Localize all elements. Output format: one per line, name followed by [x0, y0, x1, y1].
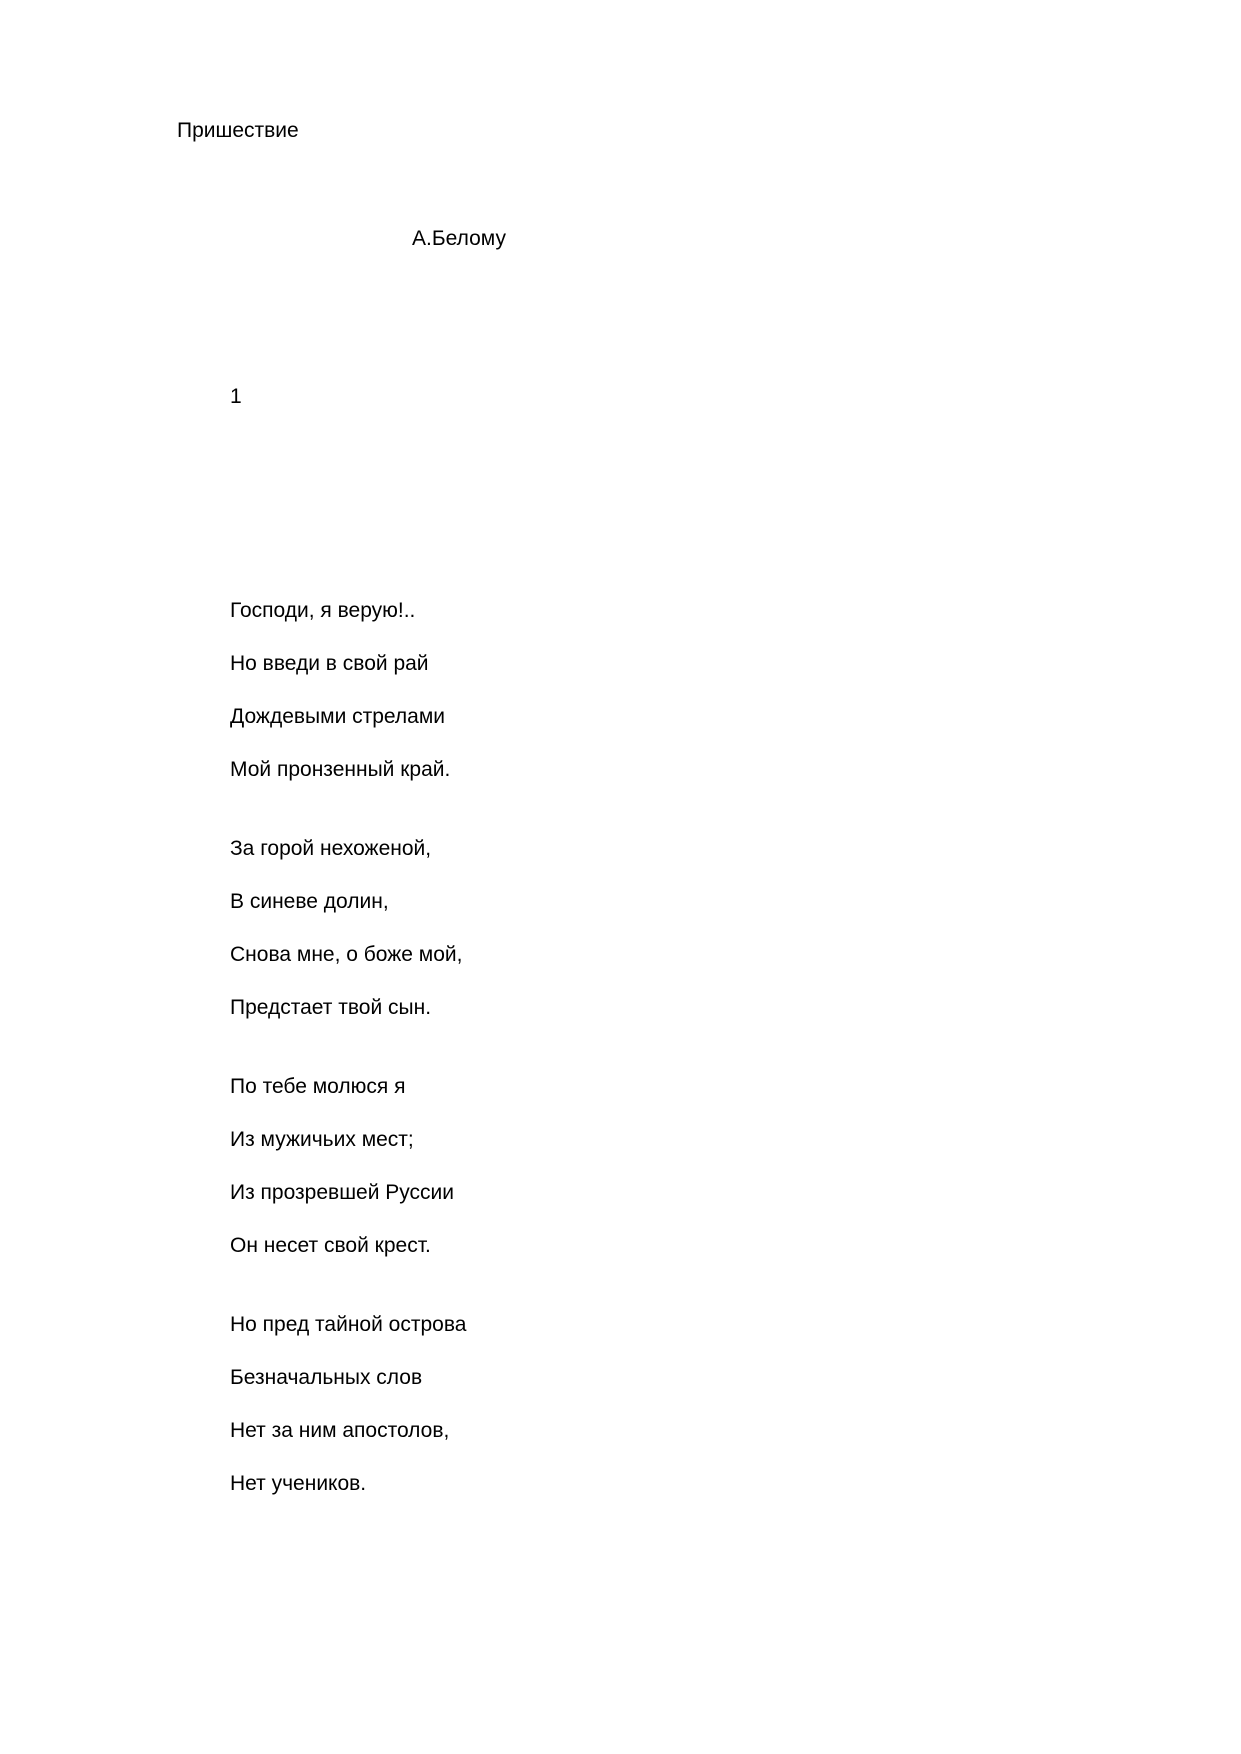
verse-line: Господи, я верую!.. [230, 599, 416, 622]
verse-line: Снова мне, о боже мой, [230, 943, 463, 966]
verse-line: Из прозревшей Руссии [230, 1181, 455, 1204]
verse-line: Нет учеников. [230, 1472, 367, 1495]
verse-line: Но пред тайной острова [230, 1313, 467, 1336]
poem-body [230, 598, 1030, 1550]
verse-line: Но введи в свой рай [230, 652, 429, 675]
verse-line: За горой нехоженой, [230, 837, 432, 860]
verse-line: По тебе молюся я [230, 1075, 406, 1098]
stanza-1 [230, 598, 1030, 783]
stanza-2 [230, 836, 1030, 1021]
verse-line: Он несет свой крест. [230, 1234, 431, 1257]
stanza-4 [230, 1312, 1030, 1497]
section-number: 1 [230, 385, 242, 408]
verse-line: Из мужичьих мест; [230, 1128, 414, 1151]
verse-line: Дождевыми стрелами [230, 705, 446, 728]
verse-line: В синеве долин, [230, 890, 389, 913]
poem-title: Пришествие [177, 119, 299, 142]
dedication: А.Белому [412, 227, 506, 250]
verse-line: Предстает твой сын. [230, 996, 432, 1019]
verse-line: Нет за ним апостолов, [230, 1419, 450, 1442]
verse-line: Мой пронзенный край. [230, 758, 451, 781]
stanza-3 [230, 1074, 1030, 1259]
verse-line: Безначальных слов [230, 1366, 423, 1389]
